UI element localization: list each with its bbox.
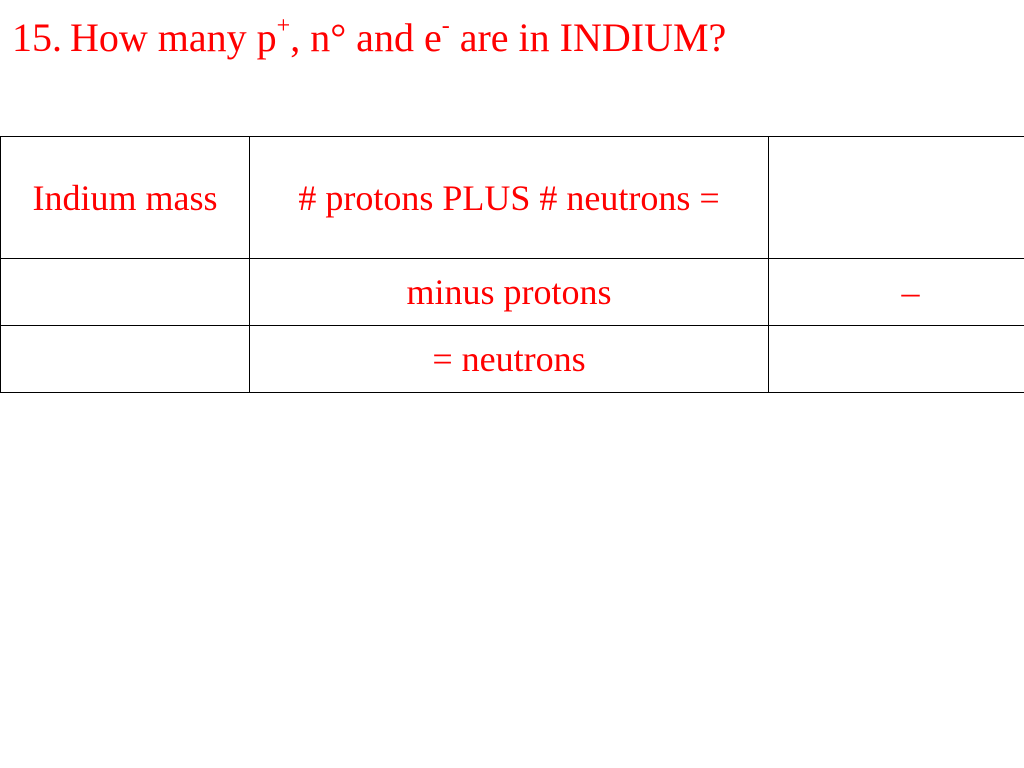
row-expression-cell: = neutrons bbox=[250, 326, 769, 393]
question-text-start: How many p bbox=[70, 15, 277, 60]
question-title bbox=[12, 10, 726, 66]
table-row bbox=[1, 326, 1024, 393]
row-expression-cell: # protons PLUS # neutrons = bbox=[250, 137, 769, 259]
table-row bbox=[1, 259, 1024, 326]
row-label-cell: Indium mass bbox=[1, 137, 250, 259]
question-text-mid: , n° and e bbox=[290, 15, 442, 60]
row-answer-cell bbox=[769, 326, 1024, 393]
question-number: 15. bbox=[12, 15, 62, 60]
question-text-end: are in INDIUM? bbox=[449, 15, 727, 60]
proton-superscript: + bbox=[276, 12, 291, 39]
calculation-table bbox=[0, 136, 1024, 393]
table-row bbox=[1, 137, 1024, 259]
row-answer-cell bbox=[769, 137, 1024, 259]
row-expression-cell: minus protons bbox=[250, 259, 769, 326]
row-label-cell bbox=[1, 259, 250, 326]
row-answer-cell: – bbox=[769, 259, 1024, 326]
row-label-cell bbox=[1, 326, 250, 393]
electron-superscript: - bbox=[441, 12, 450, 39]
